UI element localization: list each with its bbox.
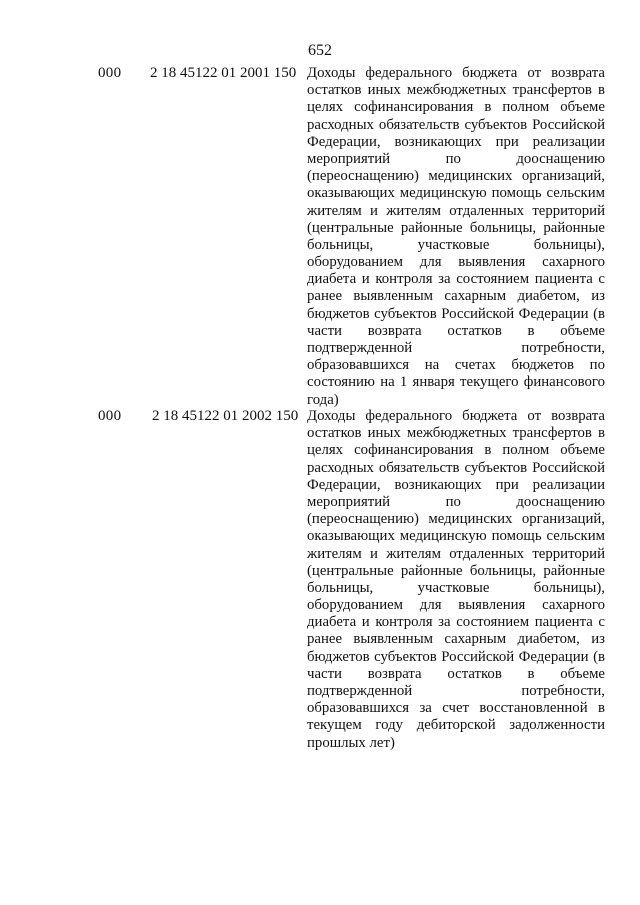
description-line: Доходы федерального бюджета от возврата (307, 408, 605, 424)
description-line: Федерации, возникающих при реализации (307, 133, 605, 150)
description-line: мероприятий по дооснащению (307, 150, 605, 167)
description-line: остатков иных межбюджетных трансфертов в (307, 425, 605, 442)
description-line: (центральные районные больницы, районные (307, 219, 605, 236)
description-line: бюджетов субъектов Российской Федерации (в (307, 648, 605, 665)
description-line: (переоснащению) медицинских организаций, (307, 168, 605, 185)
revenue-description (307, 408, 605, 752)
description-line: ранее выявленным сахарным диабетом, из (307, 288, 605, 305)
description-line: диабета и контроля за состоянием пациента с (307, 614, 605, 631)
description-line: расходных обязательств субъектов Российской (307, 459, 605, 476)
description-line: целях софинансирования в полном объеме (307, 442, 605, 459)
description-line: года) (307, 391, 339, 408)
description-line: Доходы федерального бюджета от возврата (307, 65, 605, 81)
description-line: расходных обязательств субъектов Российской (307, 116, 605, 133)
description-line: жителям и жителям отдаленных территорий (307, 202, 605, 219)
description-line: части возврата остатков в объеме (307, 665, 605, 682)
description-line: подтвержденной потребности, (307, 340, 605, 356)
description-line: диабета и контроля за состоянием пациента с (307, 271, 605, 288)
description-line: остатков иных межбюджетных трансфертов в (307, 82, 605, 99)
description-line: текущем году дебиторской задолженности (307, 717, 605, 734)
description-line: прошлых лет) (307, 734, 395, 751)
description-line: оказывающих медицинскую помощь сельским (307, 185, 605, 202)
administrator-code: 000 (98, 65, 122, 81)
revenue-description (307, 65, 605, 409)
description-line: образовавшихся на счетах бюджетов по (307, 357, 605, 374)
description-line: состоянию на 1 января текущего финансового (307, 374, 605, 391)
description-line: целях софинансирования в полном объеме (307, 99, 605, 116)
administrator-code: 000 (98, 408, 122, 424)
budget-classification-code: 2 18 45122 01 2002 150 (152, 408, 299, 424)
budget-classification-code: 2 18 45122 01 2001 150 (150, 65, 297, 81)
description-line: (переоснащению) медицинских организаций, (307, 511, 605, 528)
description-line: мероприятий по дооснащению (307, 493, 605, 510)
description-line: Федерации, возникающих при реализации (307, 476, 605, 493)
description-line: части возврата остатков в объеме (307, 322, 605, 339)
description-line: оказывающих медицинскую помощь сельским (307, 528, 605, 545)
description-line: подтвержденной потребности, (307, 683, 605, 699)
description-line: (центральные районные больницы, районные (307, 562, 605, 579)
description-line: больницы, участковые больницы), (307, 579, 605, 596)
description-line: бюджетов субъектов Российской Федерации (в (307, 305, 605, 322)
page-number: 652 (308, 42, 332, 59)
description-line: оборудованием для выявления сахарного (307, 254, 605, 271)
description-line: ранее выявленным сахарным диабетом, из (307, 631, 605, 648)
description-line: образовавшихся за счет восстановленной в (307, 700, 605, 717)
description-line: жителям и жителям отдаленных территорий (307, 545, 605, 562)
description-line: больницы, участковые больницы), (307, 236, 605, 253)
description-line: оборудованием для выявления сахарного (307, 597, 605, 614)
